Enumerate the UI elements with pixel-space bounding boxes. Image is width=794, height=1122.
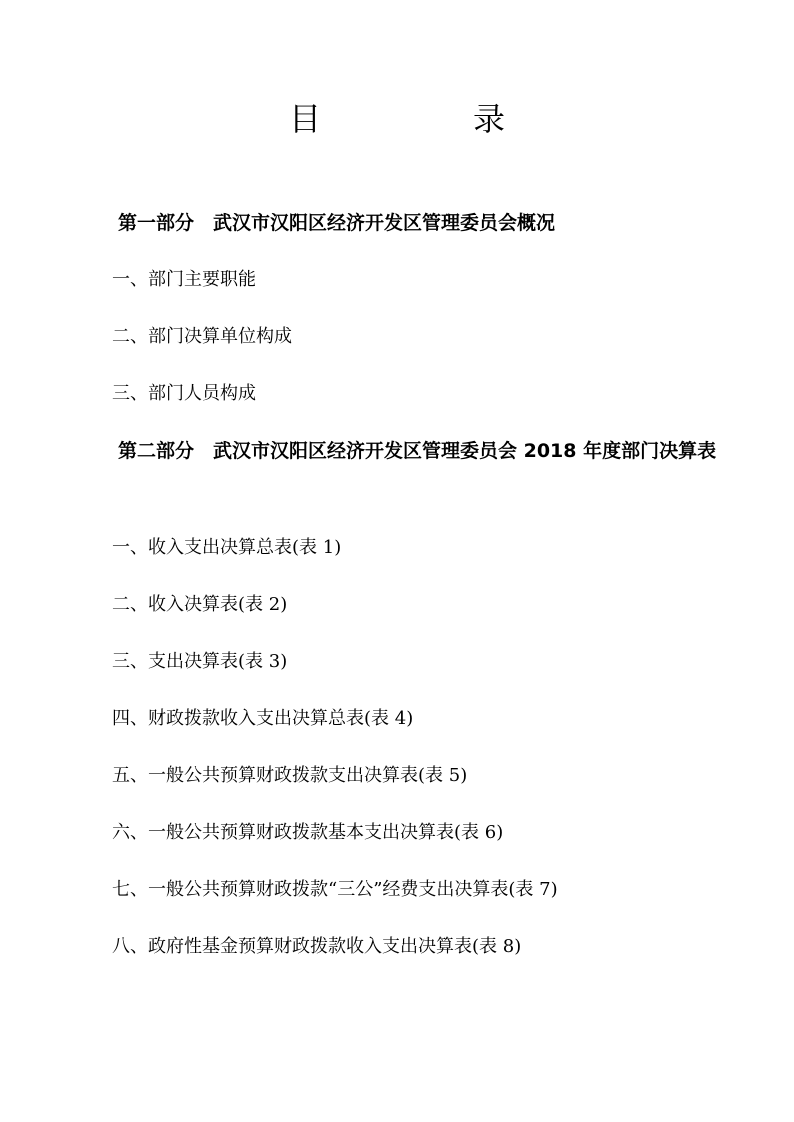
toc-item-part2-5: 五、一般公共预算财政拨款支出决算表(表 5)	[112, 765, 468, 786]
part-1-heading: 第一部分 武汉市汉阳区经济开发区管理委员会概况	[118, 212, 556, 234]
toc-item-part2-2: 二、收入决算表(表 2)	[112, 594, 288, 615]
toc-item-part1-2: 二、部门决算单位构成	[112, 326, 292, 347]
page-title: 目 录	[288, 100, 565, 138]
toc-item-part2-4: 四、财政拨款收入支出决算总表(表 4)	[112, 708, 414, 729]
toc-item-part2-6: 六、一般公共预算财政拨款基本支出决算表(表 6)	[112, 822, 504, 843]
toc-item-part2-8: 八、政府性基金预算财政拨款收入支出决算表(表 8)	[112, 936, 522, 957]
part-2-heading: 第二部分 武汉市汉阳区经济开发区管理委员会 2018 年度部门决算表	[118, 440, 717, 462]
toc-item-part1-3: 三、部门人员构成	[112, 383, 256, 404]
toc-item-part1-1: 一、部门主要职能	[112, 269, 256, 290]
toc-item-part2-3: 三、支出决算表(表 3)	[112, 651, 288, 672]
toc-item-part2-7: 七、一般公共预算财政拨款“三公”经费支出决算表(表 7)	[112, 879, 558, 900]
toc-item-part2-1: 一、收入支出决算总表(表 1)	[112, 537, 342, 558]
